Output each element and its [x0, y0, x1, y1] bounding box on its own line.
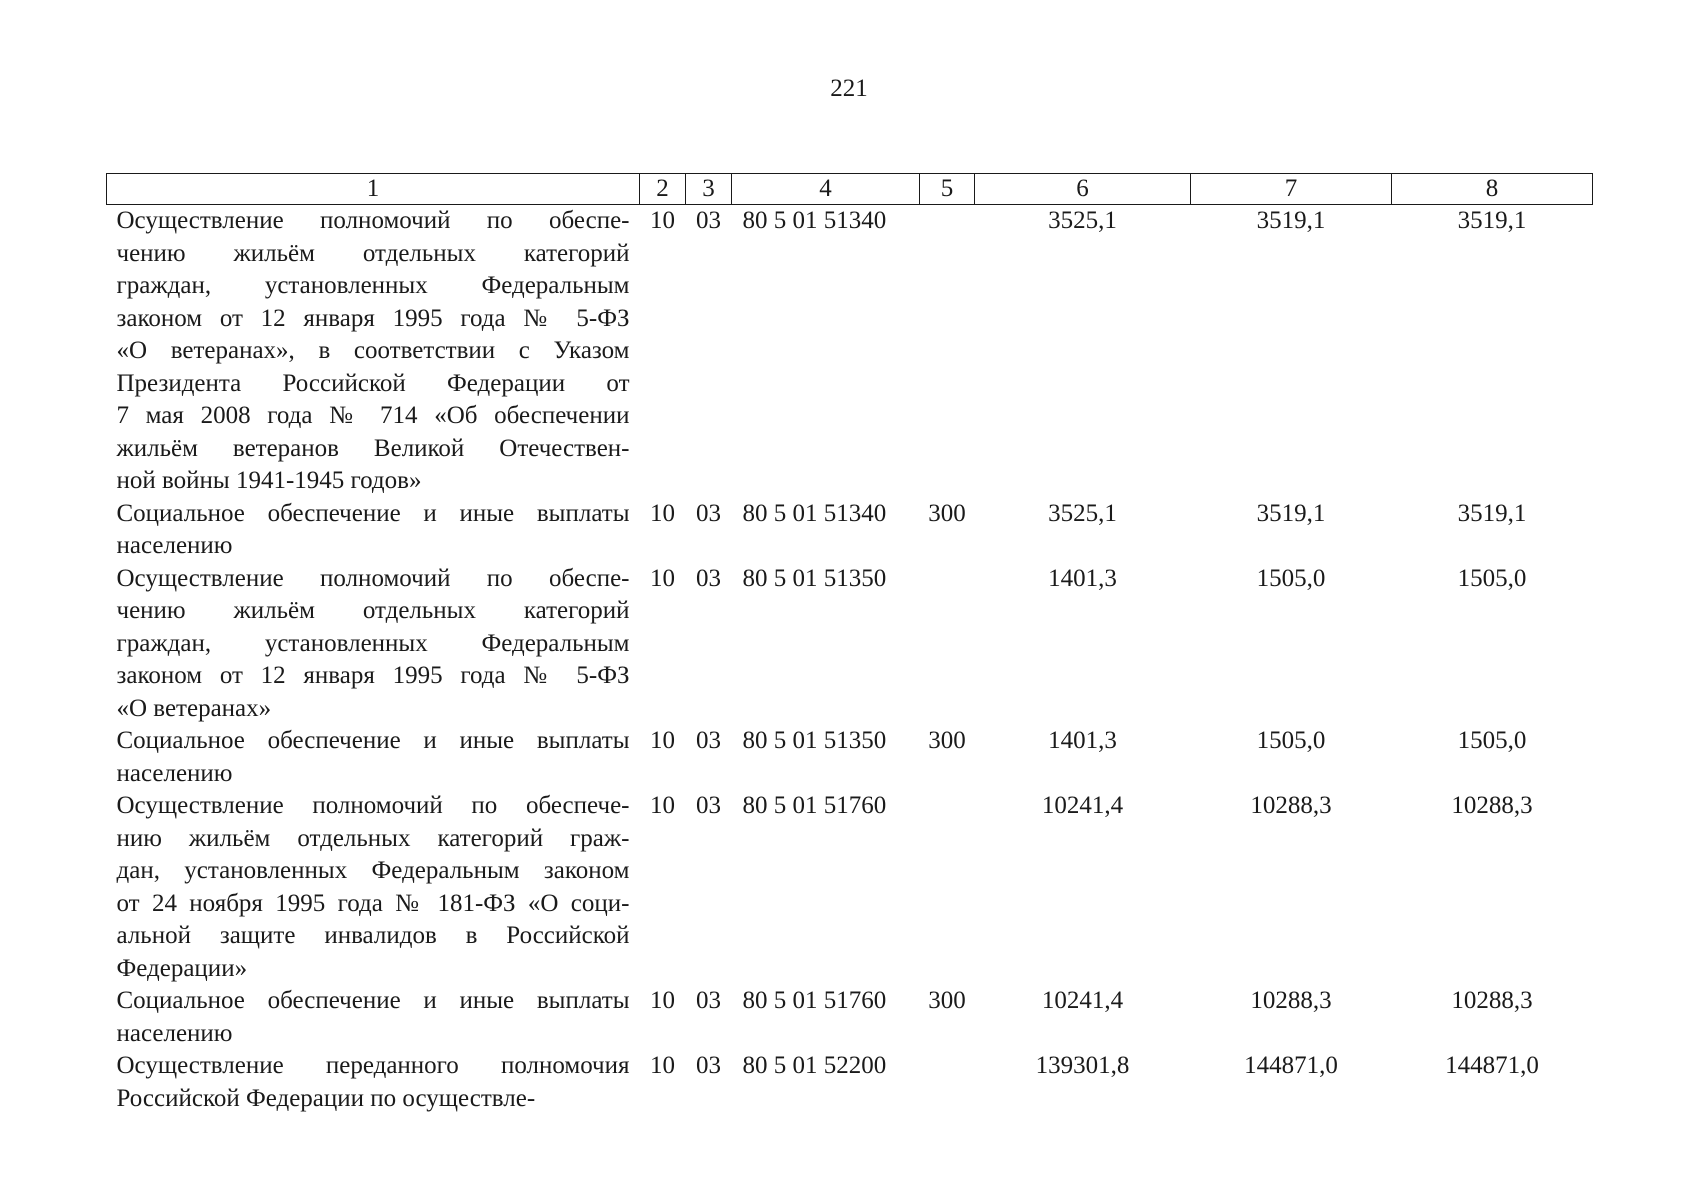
section-code-cell: 10	[650, 499, 675, 527]
table-row	[107, 985, 1593, 1050]
row-name-line: 7 мая 2008 года № 714 «Об обеспечении	[116, 402, 630, 429]
row-name-line: Федерации»	[116, 954, 248, 982]
row-name-line: Осуществление переданного полномочия	[116, 1052, 630, 1079]
target-article-cell: 80 5 01 51340	[742, 499, 887, 527]
amount-col8-cell: 1505,0	[1457, 564, 1527, 592]
row-name-line: жильём ветеранов Великой Отечествен-	[116, 434, 630, 462]
row-name-cell	[107, 725, 640, 790]
section-code-cell: 10	[650, 564, 675, 592]
subsection-code-cell: 03	[696, 792, 721, 819]
target-article-cell: 80 5 01 51760	[742, 792, 887, 819]
amount-col6-cell: 3525,1	[1048, 499, 1117, 527]
expense-type-cell	[920, 790, 975, 985]
section-code-cell: 10	[650, 792, 675, 819]
header-cell-3: 3	[686, 174, 732, 205]
row-name-cell	[107, 205, 640, 498]
amount-col8-cell: 1505,0	[1457, 727, 1527, 754]
header-cell-4: 4	[732, 174, 920, 205]
expense-type-cell	[920, 1050, 975, 1115]
row-name-line: граждан, установленных Федеральным	[116, 272, 630, 299]
row-name-line: «О ветеранах», в соответствии с Указом	[116, 337, 630, 364]
budget-table-container	[106, 173, 1592, 1115]
subsection-code-cell: 03	[696, 564, 721, 592]
table-row	[107, 205, 1593, 498]
page-number: 221	[830, 75, 868, 102]
expense-type-cell	[920, 563, 975, 726]
row-name-line: «О ветеранах»	[116, 694, 272, 722]
amount-col8-cell: 10288,3	[1451, 792, 1533, 819]
table-row	[107, 1050, 1593, 1115]
subsection-code-cell: 03	[696, 207, 721, 234]
target-article-cell: 80 5 01 52200	[742, 1052, 887, 1079]
row-name-line: населению	[116, 1019, 233, 1047]
amount-col6-cell: 1401,3	[1048, 727, 1117, 754]
amount-col7-cell: 1505,0	[1256, 727, 1326, 754]
header-cell-7: 7	[1191, 174, 1392, 205]
row-name-cell	[107, 563, 640, 726]
row-name-line: чению жильём отдельных категорий	[116, 239, 630, 267]
target-article-cell: 80 5 01 51760	[742, 987, 887, 1014]
row-name-cell	[107, 985, 640, 1050]
expense-type-cell: 300	[928, 727, 966, 754]
row-name-line: Президента Российской Федерации от	[116, 369, 630, 397]
row-name-line: Осуществление полномочий по обеспе-	[116, 207, 630, 234]
amount-col8-cell: 10288,3	[1451, 987, 1533, 1014]
amount-col6-cell: 1401,3	[1048, 564, 1117, 592]
header-cell-8: 8	[1392, 174, 1593, 205]
amount-col8-cell: 3519,1	[1457, 207, 1527, 234]
budget-table	[106, 173, 1593, 1115]
row-name-line: Российской Федерации по осуществле-	[116, 1084, 536, 1112]
amount-col7-cell: 144871,0	[1244, 1052, 1338, 1079]
row-name-line: альной защите инвалидов в Российской	[116, 922, 630, 949]
header-cell-5: 5	[920, 174, 975, 205]
subsection-code-cell: 03	[696, 1052, 721, 1079]
table-header	[107, 174, 1593, 205]
header-cell-6: 6	[975, 174, 1191, 205]
amount-col6-cell: 10241,4	[1041, 987, 1124, 1014]
section-code-cell: 10	[650, 987, 675, 1014]
table-row	[107, 498, 1593, 563]
row-name-line: чению жильём отдельных категорий	[116, 597, 630, 624]
header-row	[107, 174, 1593, 205]
target-article-cell: 80 5 01 51350	[742, 727, 887, 754]
table-row	[107, 790, 1593, 985]
row-name-cell	[107, 1050, 640, 1115]
row-name-line: Осуществление полномочий по обеспе-	[116, 564, 630, 592]
target-article-cell: 80 5 01 51340	[742, 207, 887, 234]
row-name-cell	[107, 498, 640, 563]
amount-col7-cell: 3519,1	[1256, 499, 1326, 527]
section-code-cell: 10	[650, 1052, 675, 1079]
subsection-code-cell: 03	[696, 499, 721, 527]
amount-col6-cell: 139301,8	[1035, 1052, 1130, 1079]
row-name-cell	[107, 790, 640, 985]
subsection-code-cell: 03	[696, 727, 721, 754]
subsection-code-cell: 03	[696, 987, 721, 1014]
row-name-line: законом от 12 января 1995 года № 5-ФЗ	[116, 662, 630, 689]
table-row	[107, 563, 1593, 726]
row-name-line: граждан, установленных Федеральным	[116, 629, 630, 657]
row-name-line: нию жильём отдельных категорий граж-	[116, 824, 630, 852]
amount-col8-cell: 144871,0	[1445, 1052, 1539, 1079]
row-name-line: Социальное обеспечение и иные выплаты	[116, 727, 630, 754]
row-name-line: ной войны 1941-1945 годов»	[116, 467, 422, 494]
row-name-line: Социальное обеспечение и иные выплаты	[116, 499, 630, 527]
expense-type-cell: 300	[928, 499, 966, 527]
header-cell-2: 2	[640, 174, 686, 205]
amount-col7-cell: 3519,1	[1256, 207, 1326, 234]
amount-col6-cell: 3525,1	[1048, 207, 1117, 234]
row-name-line: населению	[116, 759, 233, 787]
row-name-line: законом от 12 января 1995 года № 5-ФЗ	[116, 304, 630, 332]
row-name-line: от 24 ноября 1995 года № 181-ФЗ «О соци-	[116, 889, 630, 917]
header-cell-1: 1	[107, 174, 640, 205]
amount-col8-cell: 3519,1	[1457, 499, 1527, 527]
section-code-cell: 10	[650, 727, 675, 754]
row-name-line: Социальное обеспечение и иные выплаты	[116, 987, 630, 1014]
table-body	[107, 205, 1593, 1116]
amount-col7-cell: 10288,3	[1250, 987, 1332, 1014]
row-name-line: населению	[116, 532, 233, 559]
row-name-line: дан, установленных Федеральным законом	[116, 857, 630, 884]
amount-col7-cell: 1505,0	[1256, 564, 1326, 592]
table-row	[107, 725, 1593, 790]
expense-type-cell	[920, 205, 975, 498]
section-code-cell: 10	[650, 207, 675, 234]
amount-col7-cell: 10288,3	[1250, 792, 1332, 819]
expense-type-cell: 300	[928, 987, 966, 1014]
target-article-cell: 80 5 01 51350	[742, 564, 887, 592]
amount-col6-cell: 10241,4	[1041, 792, 1124, 819]
row-name-line: Осуществление полномочий по обеспече-	[116, 792, 630, 819]
